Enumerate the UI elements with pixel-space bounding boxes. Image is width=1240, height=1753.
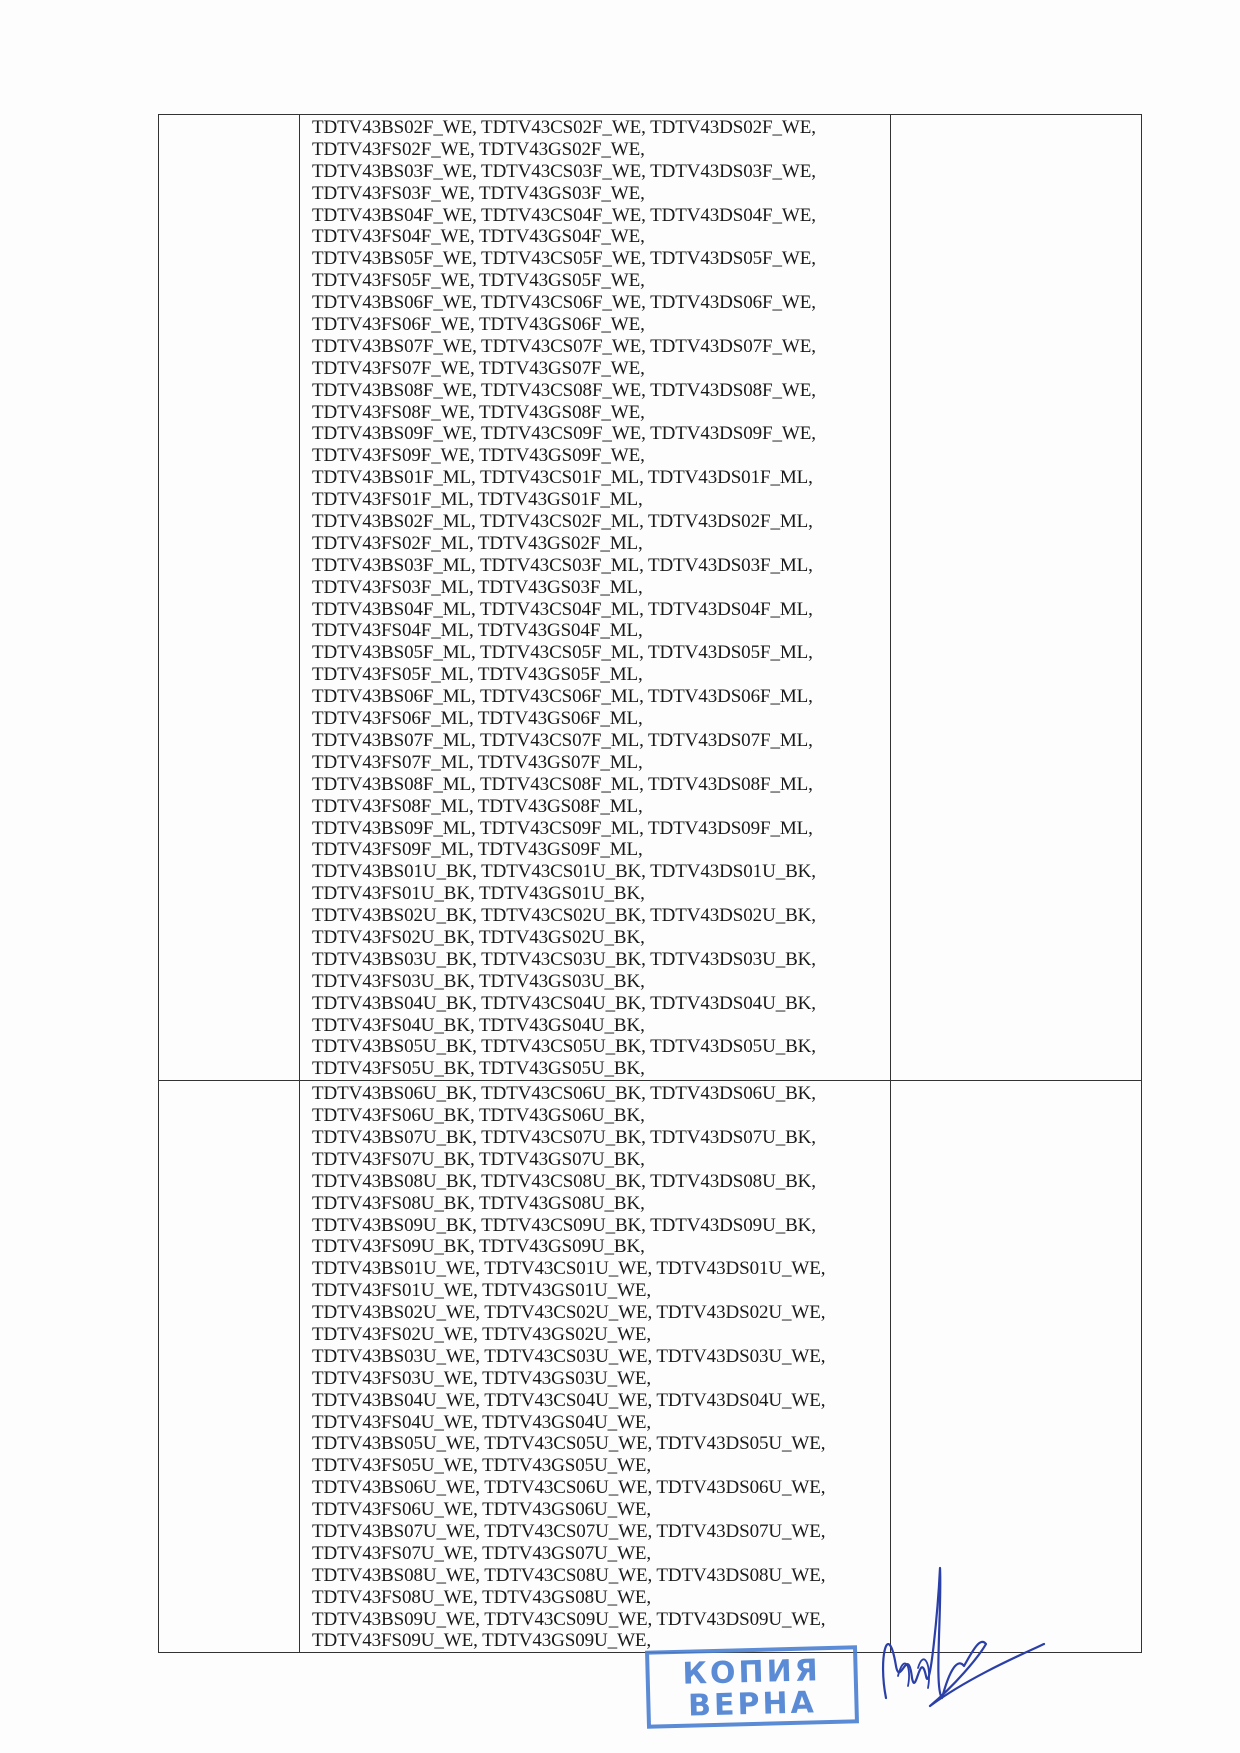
empty-left-cell: [159, 115, 300, 1081]
model-line: TDTV43FS07U_WE, TDTV43GS07U_WE,: [312, 1542, 652, 1564]
model-line: TDTV43BS05U_WE, TDTV43CS05U_WE, TDTV43DS05U_WE,: [312, 1433, 826, 1455]
model-line: TDTV43FS05F_ML, TDTV43GS05F_ML,: [312, 664, 643, 686]
model-line: TDTV43FS03F_WE, TDTV43GS03F_WE,: [312, 182, 645, 204]
model-line: TDTV43FS05U_WE, TDTV43GS05U_WE,: [312, 1455, 652, 1477]
model-line: TDTV43FS02F_WE, TDTV43GS02F_WE,: [312, 138, 645, 160]
model-line: TDTV43FS07U_BK, TDTV43GS07U_BK,: [312, 1148, 645, 1170]
model-line: TDTV43BS02F_ML, TDTV43CS02F_ML, TDTV43DS02F_ML,: [312, 511, 813, 533]
model-line: TDTV43BS04U_BK, TDTV43CS04U_BK, TDTV43DS04U_BK,: [312, 992, 816, 1014]
model-line: TDTV43BS04F_ML, TDTV43CS04F_ML, TDTV43DS04F_ML,: [312, 598, 813, 620]
model-line: TDTV43FS08F_ML, TDTV43GS08F_ML,: [312, 795, 643, 817]
model-line: TDTV43FS04F_ML, TDTV43GS04F_ML,: [312, 620, 643, 642]
model-line: TDTV43BS07U_WE, TDTV43CS07U_WE, TDTV43DS07U_WE,: [312, 1521, 826, 1542]
model-line: TDTV43FS02U_BK, TDTV43GS02U_BK,: [312, 926, 645, 948]
certified-copy-stamp: [645, 1645, 859, 1729]
model-line: TDTV43FS05F_WE, TDTV43GS05F_WE,: [312, 270, 645, 292]
handwritten-signature-icon: [868, 1548, 1048, 1728]
stamp-line-2: ВЕРНА: [687, 1685, 818, 1724]
model-line: TDTV43BS05U_BK, TDTV43CS05U_BK, TDTV43DS05U_BK,: [312, 1036, 816, 1058]
model-line: TDTV43BS02U_BK, TDTV43CS02U_BK, TDTV43DS02U_BK,: [312, 905, 816, 927]
model-line: TDTV43FS03F_ML, TDTV43GS03F_ML,: [312, 576, 643, 598]
model-list-table: [158, 114, 1142, 1653]
table-row: [159, 115, 1142, 1081]
model-list-cell: [300, 1081, 891, 1653]
model-line: TDTV43BS08U_WE, TDTV43CS08U_WE, TDTV43DS08U_WE,: [312, 1564, 826, 1586]
model-line: TDTV43FS06F_WE, TDTV43GS06F_WE,: [312, 314, 645, 336]
model-line: TDTV43BS06F_WE, TDTV43CS06F_WE, TDTV43DS06F_WE,: [312, 292, 816, 314]
model-line: TDTV43FS01U_BK, TDTV43GS01U_BK,: [312, 883, 645, 905]
model-line: TDTV43BS02U_WE, TDTV43CS02U_WE, TDTV43DS02U_WE,: [312, 1302, 826, 1324]
model-line: TDTV43FS05U_BK, TDTV43GS05U_BK,: [312, 1058, 645, 1080]
model-line: TDTV43BS01U_WE, TDTV43CS01U_WE, TDTV43DS01U_WE,: [312, 1258, 826, 1280]
model-lines: [300, 115, 890, 1080]
model-line: TDTV43BS06U_WE, TDTV43CS06U_WE, TDTV43DS06U_WE,: [312, 1477, 826, 1499]
model-line: TDTV43FS09U_WE, TDTV43GS09U_WE,: [312, 1630, 652, 1652]
model-line: TDTV43FS08U_WE, TDTV43GS08U_WE,: [312, 1586, 652, 1608]
model-line: TDTV43BS09U_BK, TDTV43CS09U_BK, TDTV43DS09U_BK,: [312, 1214, 816, 1236]
model-line: TDTV43FS01F_ML, TDTV43GS01F_ML,: [312, 489, 643, 511]
model-line: TDTV43FS06F_ML, TDTV43GS06F_ML,: [312, 708, 643, 730]
model-lines: [300, 1081, 890, 1652]
model-line: TDTV43FS08U_BK, TDTV43GS08U_BK,: [312, 1192, 645, 1214]
model-line: TDTV43BS07F_WE, TDTV43CS07F_WE, TDTV43DS07F_WE,: [312, 335, 816, 357]
empty-right-cell: [891, 115, 1142, 1081]
model-line: TDTV43BS09U_WE, TDTV43CS09U_WE, TDTV43DS09U_WE,: [312, 1608, 826, 1630]
model-line: TDTV43FS02F_ML, TDTV43GS02F_ML,: [312, 532, 643, 554]
model-line: TDTV43FS03U_BK, TDTV43GS03U_BK,: [312, 970, 645, 992]
model-line: TDTV43FS07F_ML, TDTV43GS07F_ML,: [312, 751, 643, 773]
model-line: TDTV43FS04F_WE, TDTV43GS04F_WE,: [312, 226, 645, 248]
model-line: TDTV43FS08F_WE, TDTV43GS08F_WE,: [312, 401, 645, 423]
model-line: TDTV43FS09F_WE, TDTV43GS09F_WE,: [312, 445, 645, 467]
model-line: TDTV43BS07U_BK, TDTV43CS07U_BK, TDTV43DS07U_BK,: [312, 1126, 816, 1148]
model-line: TDTV43FS04U_WE, TDTV43GS04U_WE,: [312, 1411, 652, 1433]
model-line: TDTV43BS06F_ML, TDTV43CS06F_ML, TDTV43DS06F_ML,: [312, 686, 813, 708]
model-line: TDTV43FS04U_BK, TDTV43GS04U_BK,: [312, 1014, 645, 1036]
model-line: TDTV43BS07F_ML, TDTV43CS07F_ML, TDTV43DS07F_ML,: [312, 729, 813, 751]
model-line: TDTV43BS05F_WE, TDTV43CS05F_WE, TDTV43DS05F_WE,: [312, 248, 816, 270]
model-line: TDTV43BS05F_ML, TDTV43CS05F_ML, TDTV43DS05F_ML,: [312, 642, 813, 664]
model-line: TDTV43FS01U_WE, TDTV43GS01U_WE,: [312, 1280, 652, 1302]
model-line: TDTV43FS09F_ML, TDTV43GS09F_ML,: [312, 839, 643, 861]
model-line: TDTV43BS01F_ML, TDTV43CS01F_ML, TDTV43DS01F_ML,: [312, 467, 813, 489]
model-line: TDTV43BS08U_BK, TDTV43CS08U_BK, TDTV43DS08U_BK,: [312, 1170, 816, 1192]
table-body: [159, 115, 1142, 1653]
model-line: TDTV43FS03U_WE, TDTV43GS03U_WE,: [312, 1367, 652, 1389]
model-line: TDTV43BS04F_WE, TDTV43CS04F_WE, TDTV43DS04F_WE,: [312, 204, 816, 226]
model-line: TDTV43FS09U_BK, TDTV43GS09U_BK,: [312, 1236, 645, 1258]
model-line: TDTV43BS03U_WE, TDTV43CS03U_WE, TDTV43DS03U_WE,: [312, 1345, 826, 1367]
empty-left-cell: [159, 1081, 300, 1653]
model-line: TDTV43FS07F_WE, TDTV43GS07F_WE,: [312, 357, 645, 379]
model-line: TDTV43BS03U_BK, TDTV43CS03U_BK, TDTV43DS03U_BK,: [312, 948, 816, 970]
model-list-cell: [300, 115, 891, 1081]
model-line: TDTV43FS02U_WE, TDTV43GS02U_WE,: [312, 1323, 652, 1345]
model-line: TDTV43BS03F_ML, TDTV43CS03F_ML, TDTV43DS03F_ML,: [312, 554, 813, 576]
model-line: TDTV43BS04U_WE, TDTV43CS04U_WE, TDTV43DS04U_WE,: [312, 1389, 826, 1411]
model-line: TDTV43BS08F_WE, TDTV43CS08F_WE, TDTV43DS08F_WE,: [312, 379, 816, 401]
model-line: TDTV43BS06U_BK, TDTV43CS06U_BK, TDTV43DS06U_BK,: [312, 1083, 816, 1105]
model-line: TDTV43BS09F_ML, TDTV43CS09F_ML, TDTV43DS09F_ML,: [312, 817, 813, 839]
model-line: TDTV43BS02F_WE, TDTV43CS02F_WE, TDTV43DS02F_WE,: [312, 117, 816, 138]
model-line: TDTV43FS06U_BK, TDTV43GS06U_BK,: [312, 1105, 645, 1127]
model-line: TDTV43BS01U_BK, TDTV43CS01U_BK, TDTV43DS01U_BK,: [312, 861, 816, 883]
stamp-line-1: КОПИЯ: [682, 1653, 822, 1692]
model-line: TDTV43FS06U_WE, TDTV43GS06U_WE,: [312, 1499, 652, 1521]
model-line: TDTV43BS08F_ML, TDTV43CS08F_ML, TDTV43DS08F_ML,: [312, 773, 813, 795]
model-line: TDTV43BS09F_WE, TDTV43CS09F_WE, TDTV43DS09F_WE,: [312, 423, 816, 445]
model-line: TDTV43BS03F_WE, TDTV43CS03F_WE, TDTV43DS03F_WE,: [312, 160, 816, 182]
